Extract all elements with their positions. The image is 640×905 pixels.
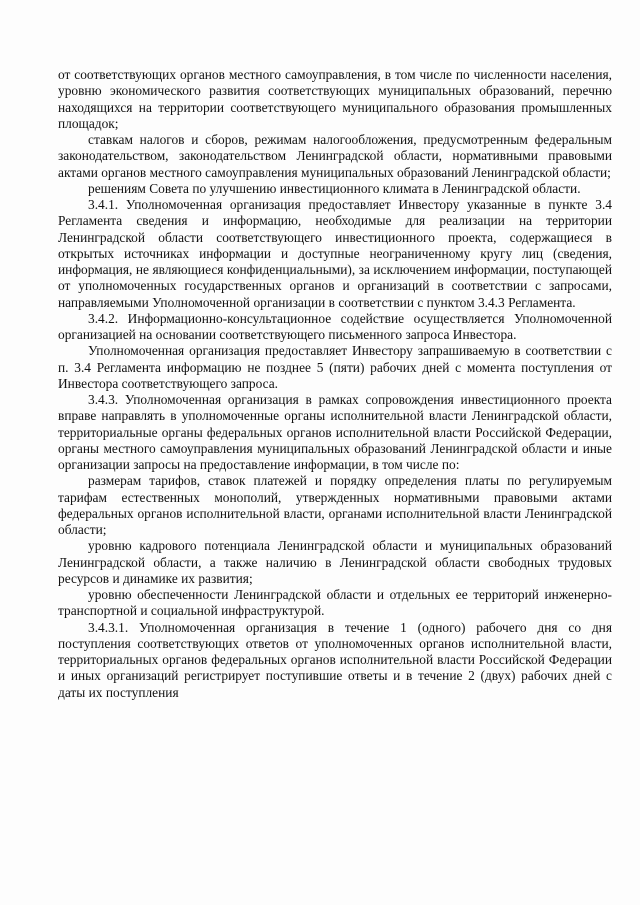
document-body	[58, 67, 612, 701]
paragraph-infrastructure: уровню обеспеченности Ленинградской области и отдельных ее территорий инженерно-транспортной и социальной инфраструктурой.	[58, 587, 612, 619]
paragraph-3-4-3-1: 3.4.3.1. Уполномоченная организация в течение 1 (одного) рабочего дня со дня поступления соответствующих ответов от уполномоченных органов исполнительной власти, территориальных органов федеральных органов исполнительной власти Российской Федерации и иных организаций регистрирует поступившие ответы и в течение 2 (двух) рабочих дней с даты их поступления	[58, 619, 612, 700]
paragraph-municipal-info: от соответствующих органов местного самоуправления, в том числе по численности населения, уровню экономического развития соответствующих муниципальных образований, перечню находящихся на территории соответствующего муниципального образования промышленных площадок;	[58, 67, 612, 131]
paragraph-3-4-3: 3.4.3. Уполномоченная организация в рамках сопровождения инвестиционного проекта вправе направлять в уполномоченные органы исполнительной власти Ленинградской области, территориальные органы федеральных органов исполнительной власти Российской Федерации, органы местного самоуправления муниципальных образований Ленинградской области и иные организации запросы на предоставление информации, в том числе по:	[58, 392, 612, 472]
paragraph-council-decisions: решениям Совета по улучшению инвестиционного климата в Ленинградской области.	[88, 180, 581, 196]
paragraph-tariffs: размерам тарифов, ставок платежей и порядку определения платы по регулируемым тарифам естественных монополий, утвержденных нормативными правовыми актами федеральных органов исполнительной власти, органами исполнительной власти Ленинградской области;	[58, 473, 612, 537]
paragraph-personnel: уровню кадрового потенциала Ленинградской области и муниципальных образований Ленинградской области, а также наличию в Ленинградской области свободных трудовых ресурсов и динамике их развития;	[58, 538, 612, 586]
paragraph-taxes: ставкам налогов и сборов, режимам налогообложения, предусмотренным федеральным законодательством, законодательством Ленинградской области, нормативными правовыми актами органов местного самоуправления муниципальных образований Ленинградской области;	[58, 132, 612, 180]
paragraph-3-4-2: 3.4.2. Информационно-консультационное содействие осуществляется Уполномоченной организацией на основании соответствующего письменного запроса Инвестора.	[58, 310, 612, 342]
paragraph-3-4-1: 3.4.1. Уполномоченная организация предоставляет Инвестору указанные в пункте 3.4 Регламента сведения и информацию, необходимые для реализации на территории Ленинградской области соответствующего инвестиционного проекта, содержащиеся в открытых источниках информации и доступные неограниченному кругу лиц (сведения, информация, не являющиеся конфиденциальными), за исключением информации, поступающей от уполномоченных государственных органов и организаций в соответствии с запросами, направляемыми Уполномоченной организации в соответствии с пунктом 3.4.3 Регламента.	[58, 197, 612, 310]
paragraph-response-deadline: Уполномоченная организация предоставляет Инвестору запрашиваемую в соответствии с п. 3.4 Регламента информацию не позднее 5 (пяти) рабочих дней с момента поступления от Инвестора соответствующего запроса.	[58, 343, 612, 391]
